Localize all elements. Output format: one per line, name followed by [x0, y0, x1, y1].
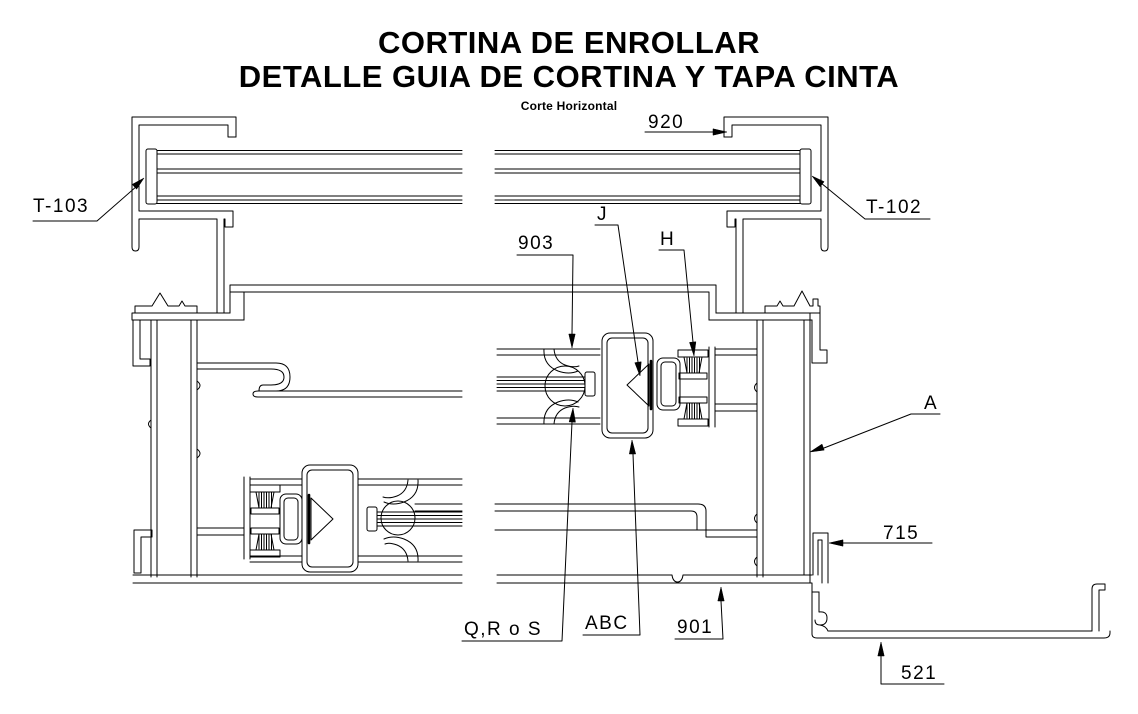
- label-h: H: [660, 229, 676, 250]
- brush-plate-bottom: [251, 528, 279, 534]
- leader-line: [824, 414, 940, 448]
- brush-mount: [709, 347, 715, 427]
- slat-end-bar-right: [800, 149, 811, 204]
- spacer-block-inner: [284, 498, 298, 540]
- leader-line: [583, 454, 640, 635]
- annotation-901: [675, 587, 724, 639]
- brush-bottom-hatch: [259, 534, 272, 550]
- leader-line: [462, 422, 572, 641]
- brush-top-hatch: [259, 492, 272, 508]
- frame-bottom-rail: [133, 575, 812, 583]
- brush-holder-top: [250, 485, 280, 492]
- spacer-block-outer: [657, 358, 680, 410]
- slat-end-bar-left: [146, 149, 157, 204]
- label-903: 903: [518, 233, 555, 254]
- label-t102: T-102: [866, 197, 923, 218]
- lower-rails: [250, 479, 462, 562]
- label-521: 521: [901, 663, 938, 684]
- label-t103: T-103: [33, 196, 90, 217]
- label-715: 715: [883, 523, 920, 544]
- annotation-qrs: [462, 408, 576, 641]
- slat-end-cap: [367, 507, 377, 531]
- arrowhead: [718, 587, 724, 601]
- arrowhead: [810, 444, 824, 452]
- rails-to-column: [715, 349, 757, 411]
- leader-line: [659, 250, 693, 342]
- annotation-abc: [583, 440, 640, 635]
- annotation-920: [645, 112, 727, 135]
- tape-cover-left-profile: [132, 117, 236, 313]
- spacer-block-inner: [661, 362, 676, 406]
- brush-mount: [244, 477, 250, 559]
- label-a: A: [924, 393, 939, 414]
- guide-box-outer: [302, 465, 358, 572]
- profile-right-of-break: [495, 504, 757, 537]
- column-foot-left: [134, 530, 152, 573]
- annotation-521: [878, 642, 944, 684]
- arrowhead: [132, 178, 144, 189]
- slat-section-lines: [377, 512, 462, 526]
- wedge-triangle: [311, 498, 333, 540]
- spacer-block-outer: [280, 494, 302, 544]
- rail-stub: [415, 504, 462, 511]
- clip-715-profile: [813, 533, 828, 583]
- arrowhead: [878, 642, 884, 656]
- tape-cover-right-profile: [724, 117, 828, 313]
- brush-plate-bottom: [679, 397, 707, 403]
- brush-plate-top: [679, 373, 707, 379]
- annotation-t102: [812, 176, 930, 219]
- slat-end-cap: [585, 372, 595, 396]
- stem-rail: [197, 528, 244, 535]
- drawing-title-line2: DETALLE GUIA DE CORTINA Y TAPA CINTA: [238, 59, 900, 94]
- wall-anchor-left-icon: [135, 293, 197, 313]
- annotations: [33, 112, 944, 684]
- label-920: 920: [648, 112, 685, 133]
- annotation-715: [829, 523, 932, 546]
- head-cap-right: [709, 313, 820, 320]
- annotation-t103: [33, 178, 144, 221]
- guide-box-inner: [307, 470, 353, 567]
- head-flange-left: [133, 320, 150, 366]
- slat-section-lines: [497, 377, 585, 391]
- head-cap-left: [132, 313, 244, 320]
- label-j: J: [597, 204, 608, 225]
- drawing-title-line1: CORTINA DE ENROLLAR: [377, 25, 761, 60]
- brush-top-hatch: [687, 358, 700, 373]
- arrowhead: [569, 334, 575, 348]
- label-901: 901: [677, 617, 714, 638]
- leader-line: [595, 225, 638, 362]
- curtain-slat-pack: [146, 149, 811, 204]
- frame-head-rail: [132, 285, 827, 366]
- annotation-a: [810, 393, 940, 452]
- head-flange-right: [812, 313, 827, 363]
- annotation-903: [517, 233, 575, 348]
- arrowhead: [812, 176, 824, 187]
- label-abc: ABC: [585, 613, 629, 634]
- wall-anchor-right-icon: [765, 291, 820, 313]
- label-qrs: Q,R o S: [464, 619, 543, 640]
- wall-ticks: [149, 381, 201, 458]
- slat-lines: [157, 151, 800, 204]
- arrowhead: [713, 129, 727, 135]
- upper-guide-detail: [497, 333, 757, 438]
- arrowhead: [829, 540, 843, 546]
- sill-tray-profile: [806, 583, 1110, 638]
- lower-guide-detail: [197, 465, 757, 572]
- brush-plate-top: [251, 508, 279, 514]
- leader-line: [517, 255, 573, 334]
- arrowhead: [629, 440, 635, 454]
- clip-lens: [381, 501, 415, 535]
- slat-clip-claws: [383, 480, 418, 561]
- right-guide-column: [755, 313, 811, 583]
- arrowhead: [569, 408, 575, 422]
- arrowhead: [690, 342, 696, 356]
- upper-interior-web: [197, 363, 462, 397]
- brush-holder-bottom: [678, 419, 708, 426]
- drawing-subtitle: Corte Horizontal: [520, 99, 618, 113]
- brush-bottom-hatch: [687, 403, 700, 419]
